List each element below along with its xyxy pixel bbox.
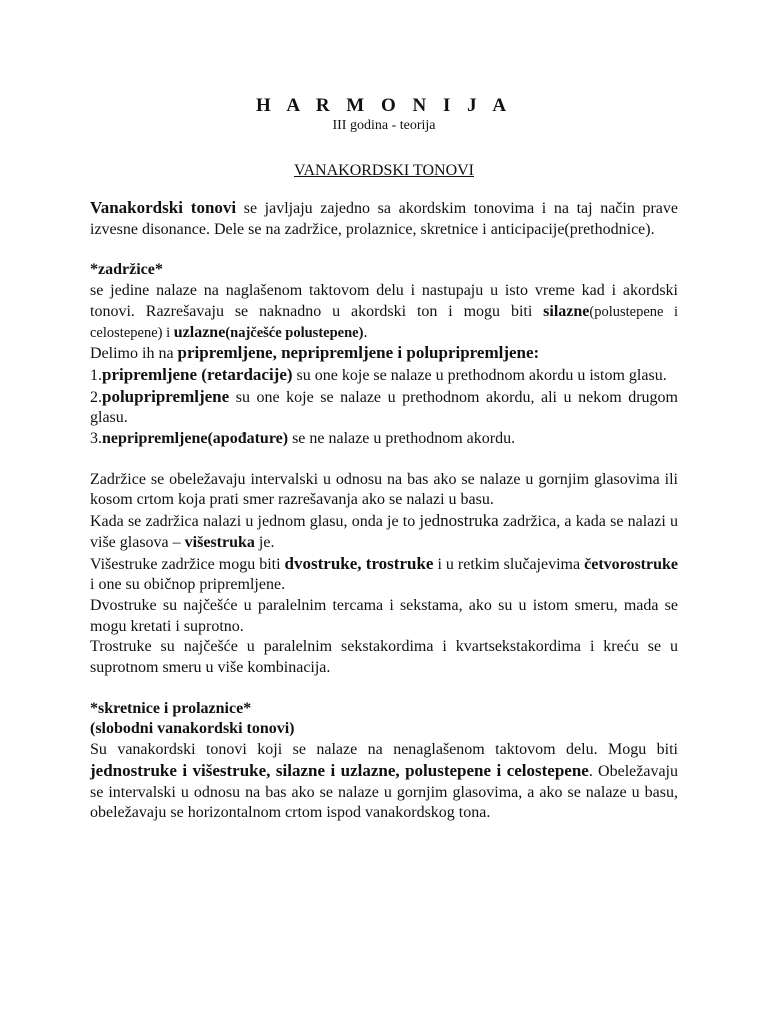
zadrzice-description — [90, 281, 678, 343]
delimo-line — [90, 343, 678, 365]
document-subtitle: III godina - teorija — [332, 118, 436, 133]
p2-text-c: je. — [254, 533, 275, 551]
skretnice-terms: jednostruke i višestruke, silazne i uzlazne, polustepene i celostepene — [90, 760, 589, 780]
intro-text: se javljaju zajedno sa akordskim tonovima i na taj način prave izvesne disonance. Dele se na zadržice, prolaznice, skretnice i anticipacije(prethodnice). — [90, 200, 678, 238]
zadrzice-label — [90, 260, 678, 281]
skretnice-text-b: . Obeležavaju se intervalski u odnosu na bas ako se nalaze u gornjim glasovima, a ako se nalaze u basu, obeležavaju se horizontalnom crtom ispod vanakordskog tona. — [90, 762, 679, 822]
zadrzice-desc-text: se jedine nalaze na naglašenom taktovom delu i nastupaju u isto vreme kad i akordski tonovi. Razrešavaju se naknadno u akordski ton i mogu biti — [90, 282, 678, 320]
skretnice-sublabel — [90, 719, 678, 740]
p2-text-a: Kada se zadržica nalazi u jednom glasu, onda je to — [90, 513, 420, 531]
item1-text: su one koje se nalaze u prethodnom akordu u istom glasu. — [292, 366, 667, 384]
item3-text: se ne nalaze u prethodnom akordu. — [288, 430, 516, 448]
uzlazne-note: (najčešće polustepene) — [225, 324, 364, 341]
term-uzlazne: uzlazne — [173, 323, 226, 341]
term-jednostruka: jednostruka — [419, 511, 499, 531]
skretnice-paragraph — [90, 740, 678, 824]
skretnice-label — [90, 699, 678, 720]
p2-text-b: zadržica, a kada se nalazi u više glasova – — [90, 513, 679, 551]
item2-text: su one koje se nalaze u prethodnom akordu, ali u nekom drugom glasu. — [90, 388, 678, 427]
list-item-3 — [90, 429, 678, 450]
item2-term: polupripremljene — [102, 386, 230, 406]
section-heading: VANAKORDSKI TONOVI — [293, 162, 474, 179]
zadrzice-label-text: *zadržice* — [90, 261, 163, 279]
term-cetvorostruke: četvorostruke — [584, 555, 679, 573]
oznacavanje-paragraph-1: Zadržice se obeležavaju intervalski u odnosu na bas ako se nalaze u gornjim glasovima ili kosom crtom koja prati smer razrešavanja ako se nalazi u basu. — [90, 470, 678, 509]
delimo-prefix: Delimo ih na — [90, 345, 178, 363]
term-visestruka: višestruka — [184, 533, 255, 551]
p3-text-c: i one su običnop pripremljene. — [90, 576, 286, 594]
item3-number: 3. — [90, 430, 102, 448]
p3-text-b: i u retkim slučajevima — [433, 555, 585, 573]
intro-term: Vanakordski tonovi — [90, 198, 237, 217]
oznacavanje-paragraph-5: Trostruke su najčešće u paralelnim sekstakordima i kvartsekstakordima i kreću se u suprotnom smeru u više kombinacija. — [90, 638, 678, 677]
delimo-types: pripremljene, nepripremljene i polupripremljene: — [177, 343, 540, 363]
skretnice-label-text: *skretnice i prolaznice* — [90, 699, 252, 717]
oznacavanje-paragraph-4: Dvostruke su najčešće u paralelnim tercama i sekstama, ako su u istom smeru, mada se mogu kretati i suprotno. — [90, 596, 678, 635]
item1-number: 1. — [90, 366, 102, 384]
term-silazne: silazne — [543, 302, 590, 320]
document-page — [90, 95, 678, 824]
intro-paragraph — [90, 198, 678, 240]
desc-end: . — [363, 323, 368, 341]
skretnice-sublabel-text: (slobodni vanakordski tonovi) — [90, 720, 295, 738]
list-item-2 — [90, 387, 678, 429]
item1-term: pripremljene (retardacije) — [102, 364, 293, 384]
p3-text-a: Višestruke zadržice mogu biti — [90, 555, 285, 573]
item2-number: 2. — [90, 388, 102, 406]
document-title: H A R M O N I J A — [255, 95, 513, 116]
list-item-1 — [90, 365, 678, 387]
oznacavanje-paragraph-3 — [90, 554, 678, 596]
oznacavanje-paragraph-2 — [90, 511, 678, 553]
skretnice-text-a: Su vanakordski tonovi koji se nalaze na nenaglašenom taktovom delu. Mogu biti — [90, 741, 678, 759]
silazne-note: (polustepene i celostepene) i — [90, 303, 678, 341]
item3-term: nepripremljene(apođature) — [102, 430, 289, 448]
term-dvostruke-trostruke: dvostruke, trostruke — [284, 553, 434, 573]
